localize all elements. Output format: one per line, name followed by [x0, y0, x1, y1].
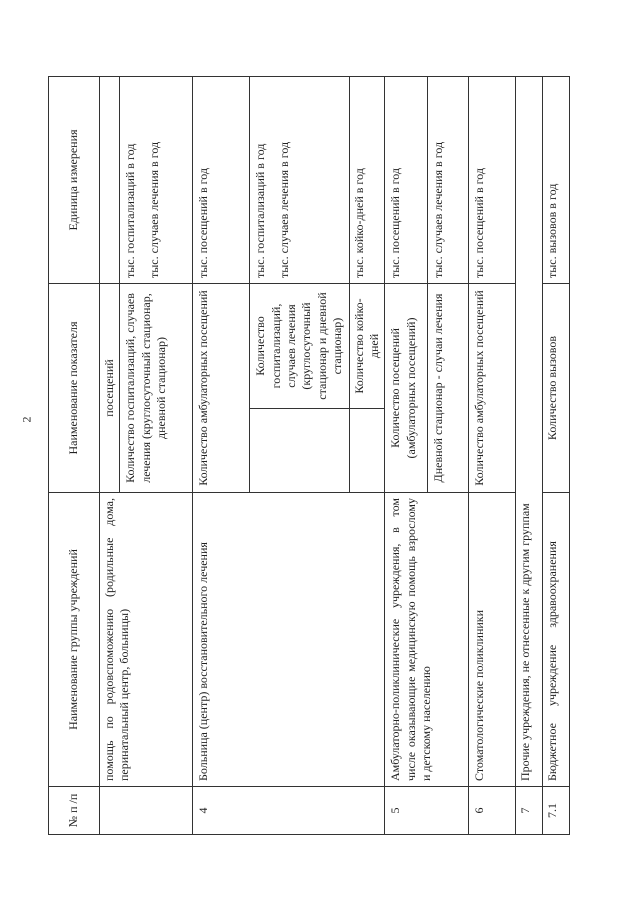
row-number: 5: [385, 787, 469, 835]
indicator-name: Дневной стационар - случаи лечения: [428, 284, 469, 493]
indicator-name: посещений: [100, 284, 120, 493]
group-name: Прочие учреждения, не отнесенные к другим группам: [516, 77, 543, 787]
unit-text: тыс. вызовов в год: [543, 77, 570, 284]
row-number: 6: [469, 787, 516, 835]
page-number: 2: [19, 416, 34, 422]
header-indicator: Наименование показателя: [49, 284, 100, 493]
table-row: [543, 77, 570, 835]
header-unit: Единица измерения: [49, 77, 100, 284]
indicator-name: Количество вызовов: [543, 284, 570, 493]
table-row: [385, 77, 428, 835]
unit-text: тыс. случаев лечения в год: [428, 77, 469, 284]
row-number: 7: [516, 787, 543, 835]
header-num: № п /п: [49, 787, 100, 835]
header-group: Наименование группы учреждений: [49, 493, 100, 787]
indicator-name: Количество койко-дней: [349, 284, 385, 409]
unit-text: тыс. случаев лечения в год: [276, 141, 291, 278]
group-name: Амбулаторно-поликлинические учреждения, в том числе оказывающие медицинскую помощь взрослому и детскому населению: [385, 493, 469, 787]
unit-text: тыс. госпитализаций в год: [123, 143, 138, 278]
rotated-document: [48, 77, 596, 835]
indicator-name: Количество госпитализаций, случаев лечения (круглосуточный стационар, дневной стационар): [120, 284, 193, 493]
group-name: помощь по родовспоможению (родильные дома, перинатальный центр, больницы): [100, 493, 193, 787]
table-row: [469, 77, 516, 835]
indicators-table: [48, 76, 570, 835]
unit-text: тыс. посещений в год: [469, 77, 516, 284]
group-name: Больница (центр) восстановительного лечения: [193, 493, 385, 787]
row-number: 7.1: [543, 787, 570, 835]
indicator-name: Количество госпитализаций, случаев лечения (круглосуточный стационар и дневной стационар): [250, 284, 349, 409]
indicator-name: Количество амбулаторных посещений: [193, 284, 250, 493]
unit-text: тыс. случаев лечения в год: [146, 141, 161, 278]
group-name: Бюджетное учреждение здравоохранения: [543, 493, 570, 787]
table-row: [193, 77, 250, 835]
group-name: Стоматологические поликлиники: [469, 493, 516, 787]
unit-text: тыс. посещений в год: [385, 77, 428, 284]
table-row: [100, 77, 120, 835]
unit-text: тыс. койко-дней в год: [349, 77, 385, 284]
table-row: [516, 77, 543, 835]
row-number: 4: [193, 787, 385, 835]
unit-text: тыс. госпитализаций в год: [253, 143, 268, 278]
header-row: [49, 77, 100, 835]
indicator-name: Количество посещений (амбулаторных посещений): [385, 284, 428, 493]
unit-text: тыс. посещений в год: [193, 77, 250, 284]
indicator-name: Количество амбулаторных посещений: [469, 284, 516, 493]
